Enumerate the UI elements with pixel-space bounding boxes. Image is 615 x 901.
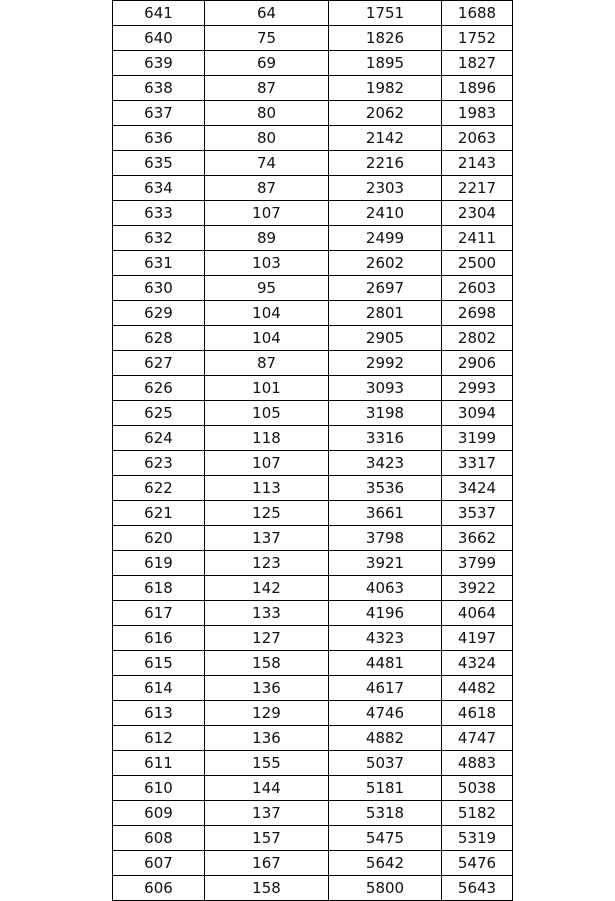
score-cell: 631 (113, 251, 205, 276)
count-cell: 87 (205, 176, 329, 201)
cumulative-cell: 2801 (329, 301, 442, 326)
score-cell: 641 (113, 1, 205, 26)
score-cell: 628 (113, 326, 205, 351)
rank-start-cell: 2906 (442, 351, 513, 376)
table-row (113, 476, 513, 501)
cumulative-cell: 5037 (329, 751, 442, 776)
score-cell: 606 (113, 876, 205, 901)
count-cell: 105 (205, 401, 329, 426)
count-cell: 69 (205, 51, 329, 76)
cumulative-cell: 2142 (329, 126, 442, 151)
rank-start-cell: 3199 (442, 426, 513, 451)
score-cell: 618 (113, 576, 205, 601)
cumulative-cell: 1982 (329, 76, 442, 101)
score-table-body (113, 1, 513, 901)
rank-start-cell: 2993 (442, 376, 513, 401)
cumulative-cell: 3661 (329, 501, 442, 526)
score-cell: 616 (113, 626, 205, 651)
cumulative-cell: 5800 (329, 876, 442, 901)
rank-start-cell: 1983 (442, 101, 513, 126)
count-cell: 127 (205, 626, 329, 651)
count-cell: 80 (205, 126, 329, 151)
score-cell: 608 (113, 826, 205, 851)
score-cell: 607 (113, 851, 205, 876)
table-row (113, 351, 513, 376)
score-cell: 640 (113, 26, 205, 51)
count-cell: 125 (205, 501, 329, 526)
count-cell: 107 (205, 201, 329, 226)
table-row (113, 326, 513, 351)
score-cell: 633 (113, 201, 205, 226)
cumulative-cell: 2602 (329, 251, 442, 276)
count-cell: 158 (205, 651, 329, 676)
rank-start-cell: 4324 (442, 651, 513, 676)
cumulative-cell: 2697 (329, 276, 442, 301)
score-cell: 630 (113, 276, 205, 301)
score-cell: 627 (113, 351, 205, 376)
table-row (113, 726, 513, 751)
rank-start-cell: 1896 (442, 76, 513, 101)
count-cell: 80 (205, 101, 329, 126)
rank-start-cell: 3922 (442, 576, 513, 601)
rank-start-cell: 1688 (442, 1, 513, 26)
table-row (113, 751, 513, 776)
cumulative-cell: 2499 (329, 226, 442, 251)
count-cell: 104 (205, 326, 329, 351)
rank-start-cell: 3094 (442, 401, 513, 426)
cumulative-cell: 1826 (329, 26, 442, 51)
count-cell: 158 (205, 876, 329, 901)
rank-start-cell: 2500 (442, 251, 513, 276)
table-row (113, 526, 513, 551)
score-table-container (112, 0, 512, 901)
table-row (113, 226, 513, 251)
score-cell: 619 (113, 551, 205, 576)
rank-start-cell: 1752 (442, 26, 513, 51)
count-cell: 113 (205, 476, 329, 501)
count-cell: 144 (205, 776, 329, 801)
count-cell: 136 (205, 726, 329, 751)
count-cell: 87 (205, 351, 329, 376)
count-cell: 107 (205, 451, 329, 476)
score-cell: 639 (113, 51, 205, 76)
cumulative-cell: 3198 (329, 401, 442, 426)
rank-start-cell: 3662 (442, 526, 513, 551)
rank-start-cell: 3537 (442, 501, 513, 526)
count-cell: 136 (205, 676, 329, 701)
table-row (113, 451, 513, 476)
score-cell: 632 (113, 226, 205, 251)
table-row (113, 251, 513, 276)
cumulative-cell: 2062 (329, 101, 442, 126)
count-cell: 75 (205, 26, 329, 51)
cumulative-cell: 5475 (329, 826, 442, 851)
table-row (113, 676, 513, 701)
count-cell: 101 (205, 376, 329, 401)
score-cell: 623 (113, 451, 205, 476)
table-row (113, 1, 513, 26)
count-cell: 104 (205, 301, 329, 326)
count-cell: 129 (205, 701, 329, 726)
cumulative-cell: 4063 (329, 576, 442, 601)
rank-start-cell: 3424 (442, 476, 513, 501)
score-cell: 617 (113, 601, 205, 626)
table-row (113, 501, 513, 526)
score-cell: 635 (113, 151, 205, 176)
table-row (113, 576, 513, 601)
score-cell: 611 (113, 751, 205, 776)
table-row (113, 776, 513, 801)
table-row (113, 426, 513, 451)
table-row (113, 701, 513, 726)
count-cell: 142 (205, 576, 329, 601)
rank-start-cell: 2603 (442, 276, 513, 301)
score-cell: 625 (113, 401, 205, 426)
rank-start-cell: 2143 (442, 151, 513, 176)
cumulative-cell: 3921 (329, 551, 442, 576)
cumulative-cell: 3093 (329, 376, 442, 401)
rank-start-cell: 5476 (442, 851, 513, 876)
rank-start-cell: 4747 (442, 726, 513, 751)
rank-start-cell: 5643 (442, 876, 513, 901)
table-row (113, 801, 513, 826)
count-cell: 137 (205, 801, 329, 826)
table-row (113, 126, 513, 151)
cumulative-cell: 3423 (329, 451, 442, 476)
score-cell: 636 (113, 126, 205, 151)
cumulative-cell: 4882 (329, 726, 442, 751)
count-cell: 123 (205, 551, 329, 576)
score-cell: 629 (113, 301, 205, 326)
cumulative-cell: 3798 (329, 526, 442, 551)
score-cell: 622 (113, 476, 205, 501)
cumulative-cell: 4481 (329, 651, 442, 676)
score-cell: 614 (113, 676, 205, 701)
score-cell: 626 (113, 376, 205, 401)
score-cell: 634 (113, 176, 205, 201)
table-row (113, 76, 513, 101)
score-cell: 609 (113, 801, 205, 826)
count-cell: 87 (205, 76, 329, 101)
table-row (113, 826, 513, 851)
count-cell: 157 (205, 826, 329, 851)
cumulative-cell: 3536 (329, 476, 442, 501)
count-cell: 74 (205, 151, 329, 176)
score-cell: 638 (113, 76, 205, 101)
cumulative-cell: 1895 (329, 51, 442, 76)
cumulative-cell: 2992 (329, 351, 442, 376)
rank-start-cell: 5038 (442, 776, 513, 801)
table-row (113, 151, 513, 176)
rank-start-cell: 2411 (442, 226, 513, 251)
count-cell: 137 (205, 526, 329, 551)
cumulative-cell: 5318 (329, 801, 442, 826)
score-cell: 624 (113, 426, 205, 451)
table-row (113, 26, 513, 51)
score-cell: 615 (113, 651, 205, 676)
count-cell: 167 (205, 851, 329, 876)
table-row (113, 851, 513, 876)
rank-start-cell: 4883 (442, 751, 513, 776)
rank-start-cell: 2304 (442, 201, 513, 226)
cumulative-cell: 2216 (329, 151, 442, 176)
cumulative-cell: 5181 (329, 776, 442, 801)
table-row (113, 601, 513, 626)
score-cell: 621 (113, 501, 205, 526)
cumulative-cell: 2905 (329, 326, 442, 351)
table-row (113, 401, 513, 426)
cumulative-cell: 4196 (329, 601, 442, 626)
cumulative-cell: 2410 (329, 201, 442, 226)
rank-start-cell: 2698 (442, 301, 513, 326)
rank-start-cell: 4064 (442, 601, 513, 626)
score-cell: 620 (113, 526, 205, 551)
score-cell: 612 (113, 726, 205, 751)
rank-start-cell: 5319 (442, 826, 513, 851)
rank-start-cell: 3317 (442, 451, 513, 476)
table-row (113, 301, 513, 326)
cumulative-cell: 2303 (329, 176, 442, 201)
rank-start-cell: 4482 (442, 676, 513, 701)
count-cell: 133 (205, 601, 329, 626)
rank-start-cell: 2063 (442, 126, 513, 151)
table-row (113, 201, 513, 226)
rank-start-cell: 4618 (442, 701, 513, 726)
table-row (113, 51, 513, 76)
count-cell: 118 (205, 426, 329, 451)
cumulative-cell: 4323 (329, 626, 442, 651)
cumulative-cell: 4746 (329, 701, 442, 726)
count-cell: 95 (205, 276, 329, 301)
score-cell: 613 (113, 701, 205, 726)
cumulative-cell: 3316 (329, 426, 442, 451)
table-row (113, 651, 513, 676)
table-row (113, 101, 513, 126)
table-row (113, 176, 513, 201)
rank-start-cell: 3799 (442, 551, 513, 576)
rank-start-cell: 2217 (442, 176, 513, 201)
table-row (113, 276, 513, 301)
count-cell: 64 (205, 1, 329, 26)
cumulative-cell: 5642 (329, 851, 442, 876)
count-cell: 89 (205, 226, 329, 251)
rank-start-cell: 1827 (442, 51, 513, 76)
rank-start-cell: 5182 (442, 801, 513, 826)
cumulative-cell: 1751 (329, 1, 442, 26)
score-cell: 637 (113, 101, 205, 126)
score-table (112, 0, 513, 901)
cumulative-cell: 4617 (329, 676, 442, 701)
score-cell: 610 (113, 776, 205, 801)
table-row (113, 551, 513, 576)
rank-start-cell: 4197 (442, 626, 513, 651)
table-row (113, 376, 513, 401)
count-cell: 103 (205, 251, 329, 276)
count-cell: 155 (205, 751, 329, 776)
table-row (113, 626, 513, 651)
rank-start-cell: 2802 (442, 326, 513, 351)
